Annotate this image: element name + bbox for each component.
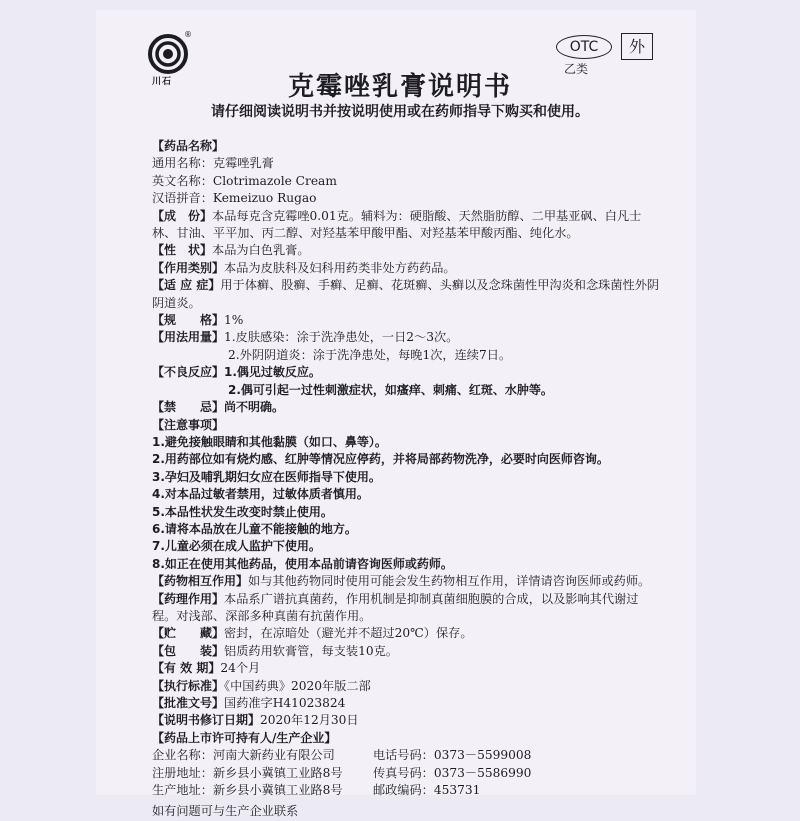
reg-address-label: 注册地址： — [152, 765, 213, 780]
precaution-item: 7.儿童必须在成人监护下使用。 — [152, 539, 321, 554]
validity-text: 24个月 — [220, 661, 261, 676]
package-text: 铝质药用软膏管，每支装10克。 — [224, 643, 398, 658]
precautions-heading: 【注意事项】 — [152, 417, 225, 432]
company-row-1 — [152, 747, 662, 764]
postal-value: 453731 — [433, 783, 481, 798]
phone-label: 电话号码： — [372, 748, 434, 763]
precaution-item: 4.对本品过敏者禁用，过敏体质者慎用。 — [152, 487, 369, 502]
fax-label: 传真号码： — [372, 765, 434, 780]
section-package — [152, 643, 662, 660]
company-row-2 — [152, 765, 662, 782]
precaution-item: 3.孕妇及哺乳期妇女应在医师指导下使用。 — [152, 469, 381, 484]
validity-heading: 【有 效 期】 — [152, 661, 221, 676]
pharmacology-heading: 【药理作用】 — [152, 591, 225, 606]
specification-heading: 【规 格】 — [152, 313, 225, 328]
precaution-item: 2.用药部位如有烧灼感、红肿等情况应停药，并将局部药物洗净，必要时向医师咨询。 — [152, 452, 609, 467]
section-drug-name-heading: 【药品名称】 — [152, 139, 225, 153]
approval-text: 国药准字H41023824 — [224, 696, 346, 710]
leaflet-content — [152, 138, 662, 821]
fax-value: 0373－5586990 — [433, 765, 532, 780]
section-dosage — [152, 329, 662, 346]
adverse-item-2: 2.偶可引起一过性刺激症状，如瘙痒、刺痛、红斑、水肿等。 — [228, 382, 553, 397]
section-validity — [152, 660, 662, 677]
specification-text: 1% — [224, 313, 244, 328]
footer-note: 如有问题可与生产企业联系 — [152, 804, 299, 819]
section-interactions — [152, 573, 662, 590]
company-row-3 — [152, 782, 662, 799]
section-specification — [152, 312, 662, 329]
prod-address: 新乡县小冀镇工业路8号 — [212, 783, 343, 798]
contraindications-text: 尚不明确。 — [224, 400, 285, 415]
page-title: 克霉唑乳膏说明书 — [287, 72, 512, 102]
category-text: 本品为皮肤科及妇科用药类非处方药药品。 — [224, 260, 456, 275]
prod-address-label: 生产地址： — [152, 783, 213, 798]
generic-name: 通用名称：克霉唑乳膏 — [152, 156, 274, 171]
interactions-text: 如与其他药物同时使用可能会发生药物相互作用，详情请咨询医师或药师。 — [248, 574, 651, 589]
section-revision — [152, 712, 662, 729]
appearance-text: 本品为白色乳膏。 — [212, 243, 310, 258]
category-heading: 【作用类别】 — [152, 260, 225, 275]
contraindications-heading: 【禁 忌】 — [152, 400, 225, 415]
otc-badge: OTC — [556, 35, 612, 59]
standard-text: 《中国药典》2020年版二部 — [224, 678, 371, 693]
logo-text: 川石 — [152, 77, 173, 87]
indications-text: 用于体癣、股癣、手癣、足癣、花斑癣、头癣以及念珠菌性甲沟炎和念珠菌性外阴阴道炎。 — [152, 278, 660, 310]
otc-class-label: 乙类 — [564, 62, 589, 76]
adverse-item-1: 1.偶见过敏反应。 — [224, 365, 321, 380]
company-name-label: 企业名称： — [152, 748, 213, 763]
interactions-heading: 【药物相互作用】 — [152, 574, 249, 589]
storage-heading: 【贮 藏】 — [152, 626, 225, 641]
precaution-item: 6.请将本品放在儿童不能接触的地方。 — [152, 521, 357, 536]
storage-text: 密封，在凉暗处（避光并不超过20℃）保存。 — [224, 626, 473, 641]
section-appearance — [152, 242, 662, 259]
section-ingredients — [152, 208, 662, 243]
postal-label: 邮政编码： — [372, 783, 434, 798]
pinyin-name: 汉语拼音：Kemeizuo Rugao — [152, 191, 317, 206]
dosage-item-2: 2.外阴阴道炎：涂于洗净患处，每晚1次，连续7日。 — [228, 347, 512, 362]
section-approval — [152, 695, 662, 712]
pharmacology-text: 本品系广谱抗真菌药，作用机制是抑制真菌细胞膜的合成，以及影响其代谢过程。对浅部、深部多种真菌有抗菌作用。 — [152, 591, 639, 623]
approval-heading: 【批准文号】 — [152, 696, 225, 710]
reg-address: 新乡县小冀镇工业路8号 — [212, 765, 343, 780]
ingredients-text: 本品每克含克霉唑0.01克。辅料为：硬脂酸、天然脂肪醇、二甲基亚砜、白凡士林、甘油、平平加、丙二醇、对羟基苯甲酸甲酯、对羟基苯甲酸丙酯、纯化水。 — [152, 208, 642, 241]
appearance-heading: 【性 状】 — [152, 243, 213, 258]
precaution-item: 1.避免接触眼睛和其他黏膜（如口、鼻等）。 — [152, 434, 387, 449]
adverse-heading: 【不良反应】 — [152, 365, 225, 380]
section-indications — [152, 277, 662, 312]
section-category — [152, 260, 662, 277]
registered-mark: ® — [184, 30, 192, 39]
phone-value: 0373－5599008 — [433, 748, 532, 763]
dosage-item-1: 1.皮肤感染：涂于洗净患处，一日2～3次。 — [224, 330, 459, 345]
package-heading: 【包 装】 — [152, 643, 225, 658]
precaution-item: 5.本品性状发生改变时禁止使用。 — [152, 504, 333, 519]
english-name: 英文名称：Clotrimazole Cream — [152, 173, 337, 188]
holder-heading: 【药品上市许可持有人/生产企业】 — [152, 730, 337, 745]
section-standard — [152, 678, 662, 695]
dosage-heading: 【用法用量】 — [152, 330, 225, 345]
section-storage — [152, 625, 662, 642]
precaution-item: 8.如正在使用其他药品，使用本品前请咨询医师或药师。 — [152, 556, 453, 571]
standard-heading: 【执行标准】 — [152, 678, 225, 693]
revision-heading: 【说明书修订日期】 — [152, 713, 261, 728]
ingredients-heading: 【成 份】 — [152, 208, 213, 223]
section-pharmacology — [152, 591, 662, 626]
revision-text: 2020年12月30日 — [260, 713, 359, 728]
indications-heading: 【适 应 症】 — [152, 278, 221, 293]
external-use-badge: 外 — [621, 33, 653, 60]
section-adverse — [152, 364, 662, 381]
company-name: 河南大新药业有限公司 — [212, 748, 335, 763]
section-contraindications — [152, 399, 662, 416]
page-subtitle: 请仔细阅读说明书并按说明使用或在药师指导下购买和使用。 — [211, 104, 589, 120]
